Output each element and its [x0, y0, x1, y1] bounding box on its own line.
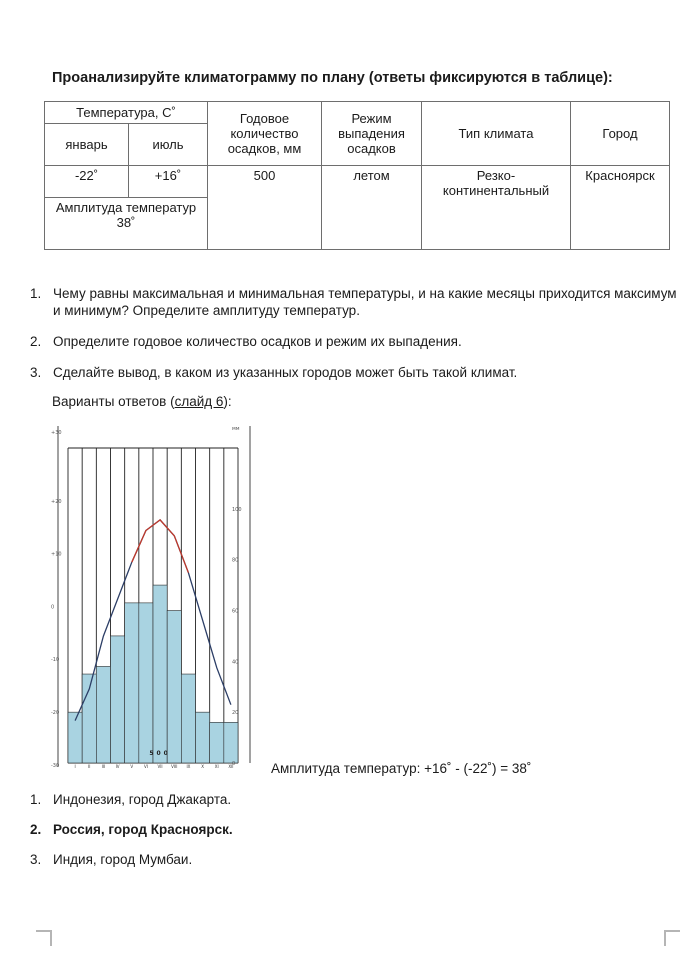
- total-precip-label: 500: [149, 750, 171, 757]
- precip-bar: [111, 636, 125, 763]
- option-text: Индия, город Мумбаи.: [53, 852, 193, 867]
- option-text: Индонезия, город Джакарта.: [53, 792, 232, 807]
- variants-line: [52, 394, 232, 409]
- month-label: VII: [157, 764, 163, 769]
- precip-tick-label: 60: [232, 608, 239, 615]
- precip-bar: [196, 712, 210, 763]
- precip-bar: [125, 603, 139, 763]
- precip-unit-label: мм: [232, 426, 240, 432]
- question-number: 3.: [30, 365, 42, 380]
- page-corner-mark: [664, 930, 680, 946]
- value-jan: -22˚: [45, 166, 129, 198]
- answer-table: [44, 101, 670, 250]
- temp-tick-label: -20: [51, 710, 60, 716]
- question-3: [30, 364, 680, 382]
- temp-tick-label: -10: [51, 657, 60, 664]
- month-label: IX: [186, 764, 191, 769]
- value-jul: +16˚: [129, 166, 208, 198]
- page-corner-mark: [36, 930, 52, 946]
- month-label: II: [88, 764, 91, 769]
- option-3: [30, 852, 330, 870]
- amplitude-note: Амплитуда температур: +16˚ - (-22˚) = 38˚: [271, 761, 532, 776]
- page-title: Проанализируйте климатограмму по плану (ответы фиксируются в таблице):: [52, 70, 613, 86]
- precip-tick-label: 0: [232, 761, 236, 767]
- precip-bar: [210, 722, 224, 763]
- precip-bar: [167, 611, 181, 764]
- value-amplitude: Амплитуда температур 38˚: [45, 198, 208, 250]
- header-type: Тип климата: [422, 102, 571, 166]
- question-text: Чему равны максимальная и минимальная температуры, и на какие месяцы приходится максимум и минимум? Определите амплитуду температур.: [53, 286, 677, 318]
- month-label: VI: [143, 764, 148, 769]
- precip-tick-label: 80: [232, 557, 239, 564]
- question-text: Определите годовое количество осадков и режим их выпадения.: [53, 334, 462, 349]
- header-city: Город: [571, 102, 670, 166]
- question-2: [30, 333, 680, 351]
- precip-bar: [139, 603, 153, 763]
- month-label: III: [101, 764, 106, 769]
- slide-link[interactable]: слайд 6: [174, 394, 224, 409]
- month-label: XI: [214, 764, 219, 769]
- option-1: [30, 792, 330, 810]
- precip-bar: [153, 585, 167, 763]
- header-temperature: Температура, С˚: [45, 102, 208, 124]
- option-number: 2.: [30, 822, 42, 837]
- question-1: [30, 285, 680, 321]
- month-label: V: [130, 764, 134, 769]
- climatogram-chart: [50, 418, 255, 778]
- option-text: Россия, город Красноярск.: [53, 822, 233, 837]
- precip-bar: [224, 722, 238, 763]
- precip-tick-label: 20: [232, 710, 239, 717]
- header-precip: Годовое количество осадков, мм: [208, 102, 322, 166]
- precip-bar: [181, 674, 195, 763]
- month-label: I: [74, 764, 76, 769]
- value-regime: летом: [322, 166, 422, 250]
- temp-tick-label: +20: [51, 498, 62, 505]
- question-text: Сделайте вывод, в каком из указанных городов может быть такой климат.: [53, 365, 518, 380]
- value-city: Красноярск: [571, 166, 670, 250]
- header-jul: июль: [129, 124, 208, 166]
- temp-tick-label: -30: [51, 762, 60, 769]
- temp-tick-label: +30: [51, 430, 62, 436]
- month-label: VIII: [171, 764, 178, 769]
- temperature-curve-warm: [132, 520, 189, 573]
- precip-tick-label: 40: [232, 659, 239, 666]
- question-number: 1.: [30, 286, 42, 301]
- value-type: Резко-континентальный: [422, 166, 571, 250]
- option-2: [30, 822, 330, 840]
- temp-tick-label: 0: [51, 604, 55, 611]
- variants-suffix: ):: [223, 394, 232, 409]
- variants-prefix: Варианты ответов (: [52, 394, 175, 409]
- precip-bar: [96, 666, 110, 763]
- temp-tick-label: +10: [51, 551, 62, 558]
- option-number: 1.: [30, 792, 42, 807]
- month-label: XII: [228, 764, 234, 769]
- month-label: X: [201, 764, 204, 769]
- value-precip: 500: [208, 166, 322, 250]
- option-number: 3.: [30, 852, 42, 867]
- precip-tick-label: 100: [232, 506, 242, 513]
- header-regime: Режим выпадения осадков: [322, 102, 422, 166]
- question-number: 2.: [30, 334, 42, 349]
- header-jan: январь: [45, 124, 129, 166]
- month-label: IV: [115, 764, 120, 769]
